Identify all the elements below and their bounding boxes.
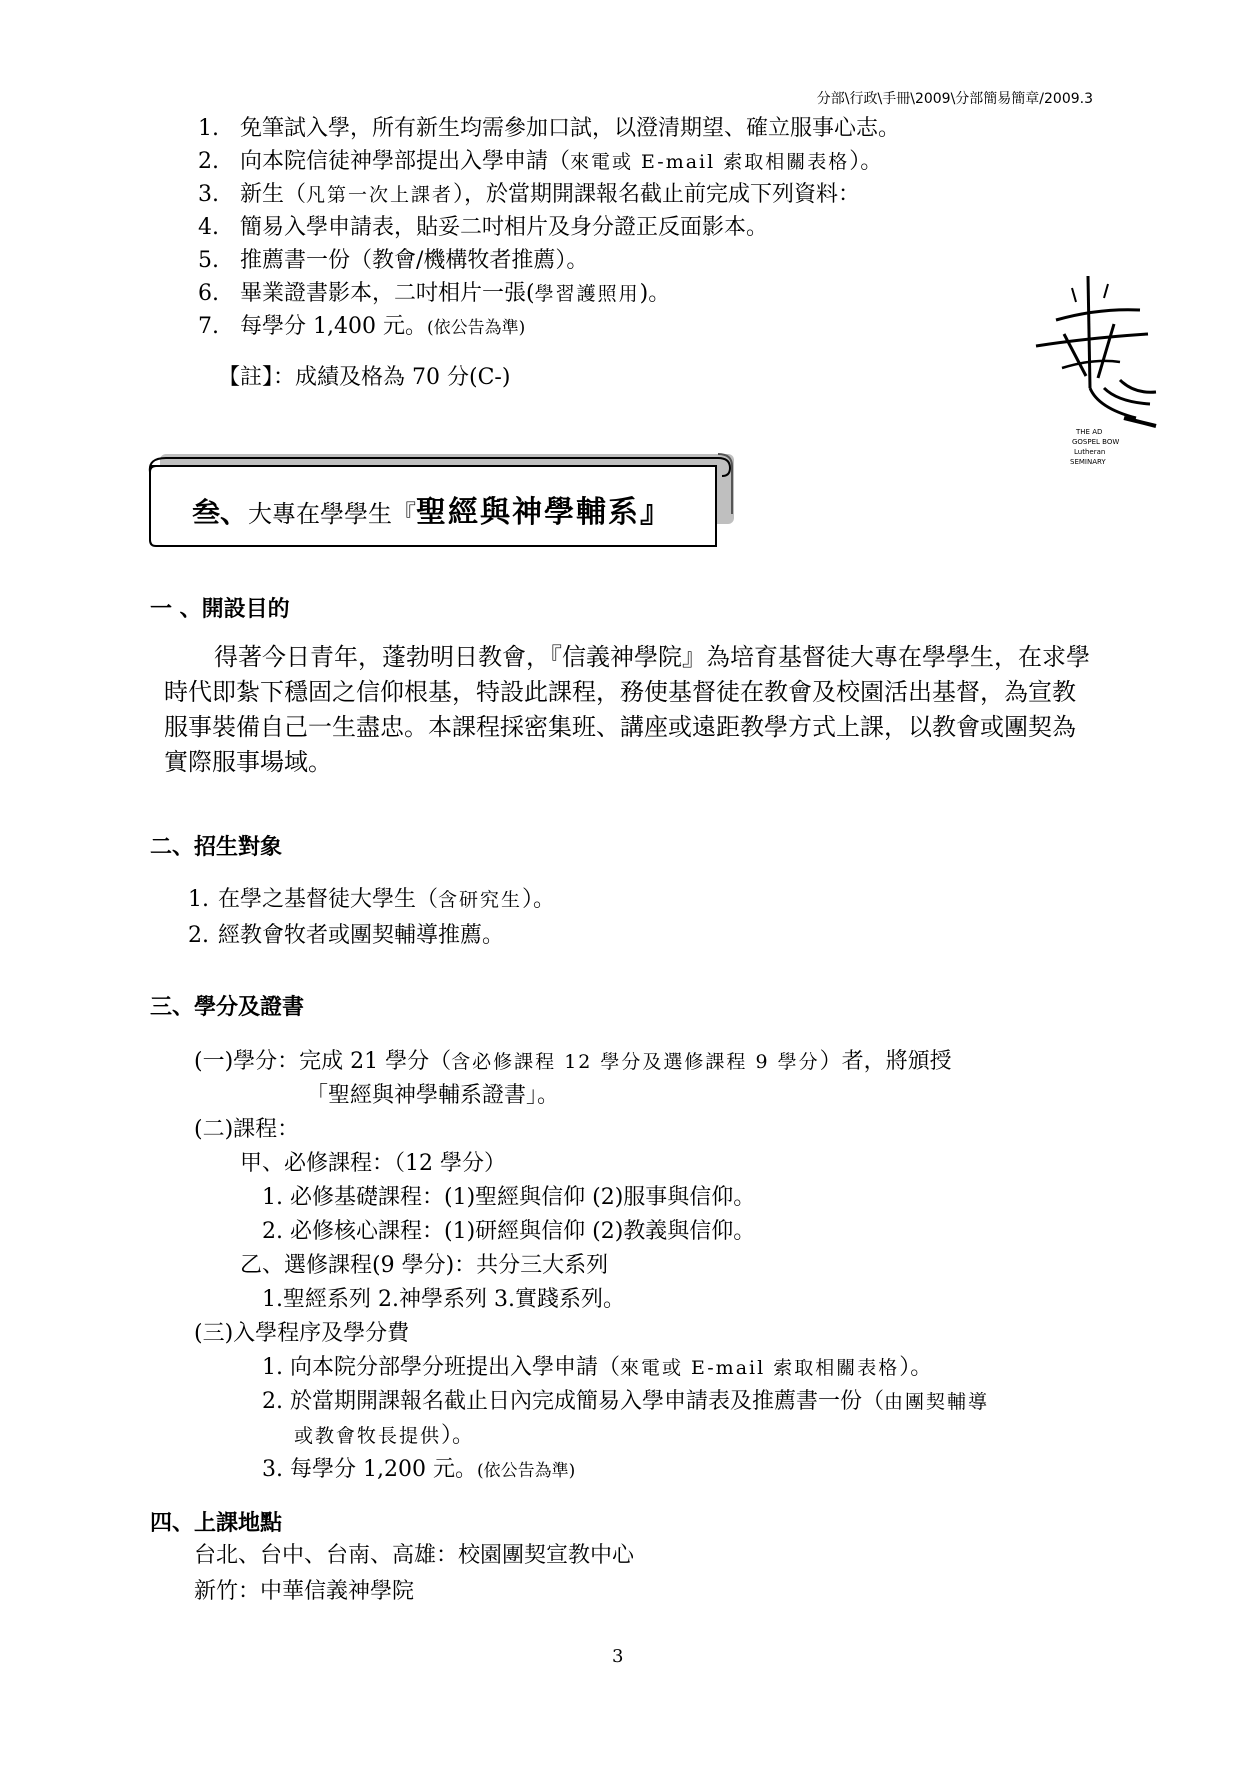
credit-requirement: (一)學分：完成 21 學分（含必修課程 12 學分及選修課程 9 學分）者，將頒授 — [194, 1049, 952, 1074]
purpose-paragraph: 得著今日青年，蓬勃明日教會，『信義神學院』為培育基督徒大專在學學生，在求學時代即紮下穩固之信仰根基，特設此課程，務使基督徒在教會及校園活出基督，為宣教服事裝備自己一生盡忠。本課程採密集班、講座或遠距教學方式上課，以教會或團契為實際服事場域。 — [164, 643, 1090, 776]
list-item: 7. 每學分 1,400 元。(依公告為準) — [198, 314, 526, 339]
seminary-logo — [1028, 268, 1168, 476]
section-heading: 四、上課地點 — [150, 1511, 283, 1536]
svg-text:THE AD: THE AD — [1076, 428, 1103, 436]
section-heading: 二、招生對象 — [150, 835, 283, 860]
list-item: 4. 簡易入學申請表，貼妥二吋相片及身分證正反面影本。 — [198, 215, 769, 240]
svg-text:SEMINARY: SEMINARY — [1070, 458, 1106, 466]
elective-courses-label: 乙、選修課程(9 學分)：共分三大系列 — [240, 1253, 609, 1278]
section-heading: 一 、開設目的 — [150, 597, 290, 622]
course-label: (二)課程： — [194, 1117, 300, 1142]
svg-text:Lutheran: Lutheran — [1074, 448, 1106, 456]
certificate-name: 「聖經與神學輔系證書」。 — [306, 1083, 560, 1108]
seminary-logo-icon — [1028, 268, 1168, 476]
procedure-item: 1. 向本院分部學分班提出入學申請（來電或 E-mail 索取相關表格）。 — [262, 1355, 933, 1380]
list-item: 2. 向本院信徒神學部提出入學申請（來電或 E-mail 索取相關表格）。 — [198, 149, 883, 174]
procedure-item-continued: 或教會牧長提供）。 — [294, 1423, 475, 1448]
location-line: 新竹：中華信義神學院 — [194, 1579, 415, 1604]
required-course-item: 2. 必修核心課程：(1)研經與信仰 (2)教義與信仰。 — [262, 1219, 756, 1244]
header-path: 分部\行政\手冊\2009\分部簡易簡章/2009.3 — [816, 91, 1093, 107]
section-heading: 三、學分及證書 — [150, 995, 305, 1020]
elective-series: 1.聖經系列 2.神學系列 3.實踐系列。 — [262, 1287, 625, 1312]
procedure-item: 3. 每學分 1,200 元。(依公告為準) — [262, 1457, 576, 1482]
banner-title: 叁、大專在學學生『聖經與神學輔系』 — [192, 495, 673, 530]
required-course-item: 1. 必修基礎課程：(1)聖經與信仰 (2)服事與信仰。 — [262, 1185, 756, 1210]
list-item: 5. 推薦書一份（教會/機構牧者推薦）。 — [198, 248, 589, 273]
list-item: 1. 免筆試入學，所有新生均需參加口試，以澄清期望、確立服事心志。 — [198, 116, 901, 141]
grade-note: 【註】：成績及格為 70 分(C-) — [218, 365, 511, 390]
list-item: 6. 畢業證書影本，二吋相片一張(學習護照用)。 — [198, 281, 671, 306]
list-item: 1. 在學之基督徒大學生（含研究生）。 — [188, 887, 556, 912]
page-number: 3 — [612, 1646, 624, 1667]
procedure-item: 2. 於當期開課報名截止日內完成簡易入學申請表及推薦書一份（由團契輔導 — [262, 1389, 990, 1414]
list-item: 2. 經教會牧者或團契輔導推薦。 — [188, 923, 505, 948]
list-item: 3. 新生（凡第一次上課者），於當期開課報名截止前完成下列資料： — [198, 182, 861, 207]
svg-text:GOSPEL BOW: GOSPEL BOW — [1072, 438, 1120, 446]
procedure-label: (三)入學程序及學分費 — [194, 1321, 410, 1346]
location-line: 台北、台中、台南、高雄：校園團契宣教中心 — [194, 1543, 635, 1568]
required-courses-label: 甲、必修課程：（12 學分） — [240, 1151, 506, 1176]
enrollment-list — [198, 112, 900, 343]
